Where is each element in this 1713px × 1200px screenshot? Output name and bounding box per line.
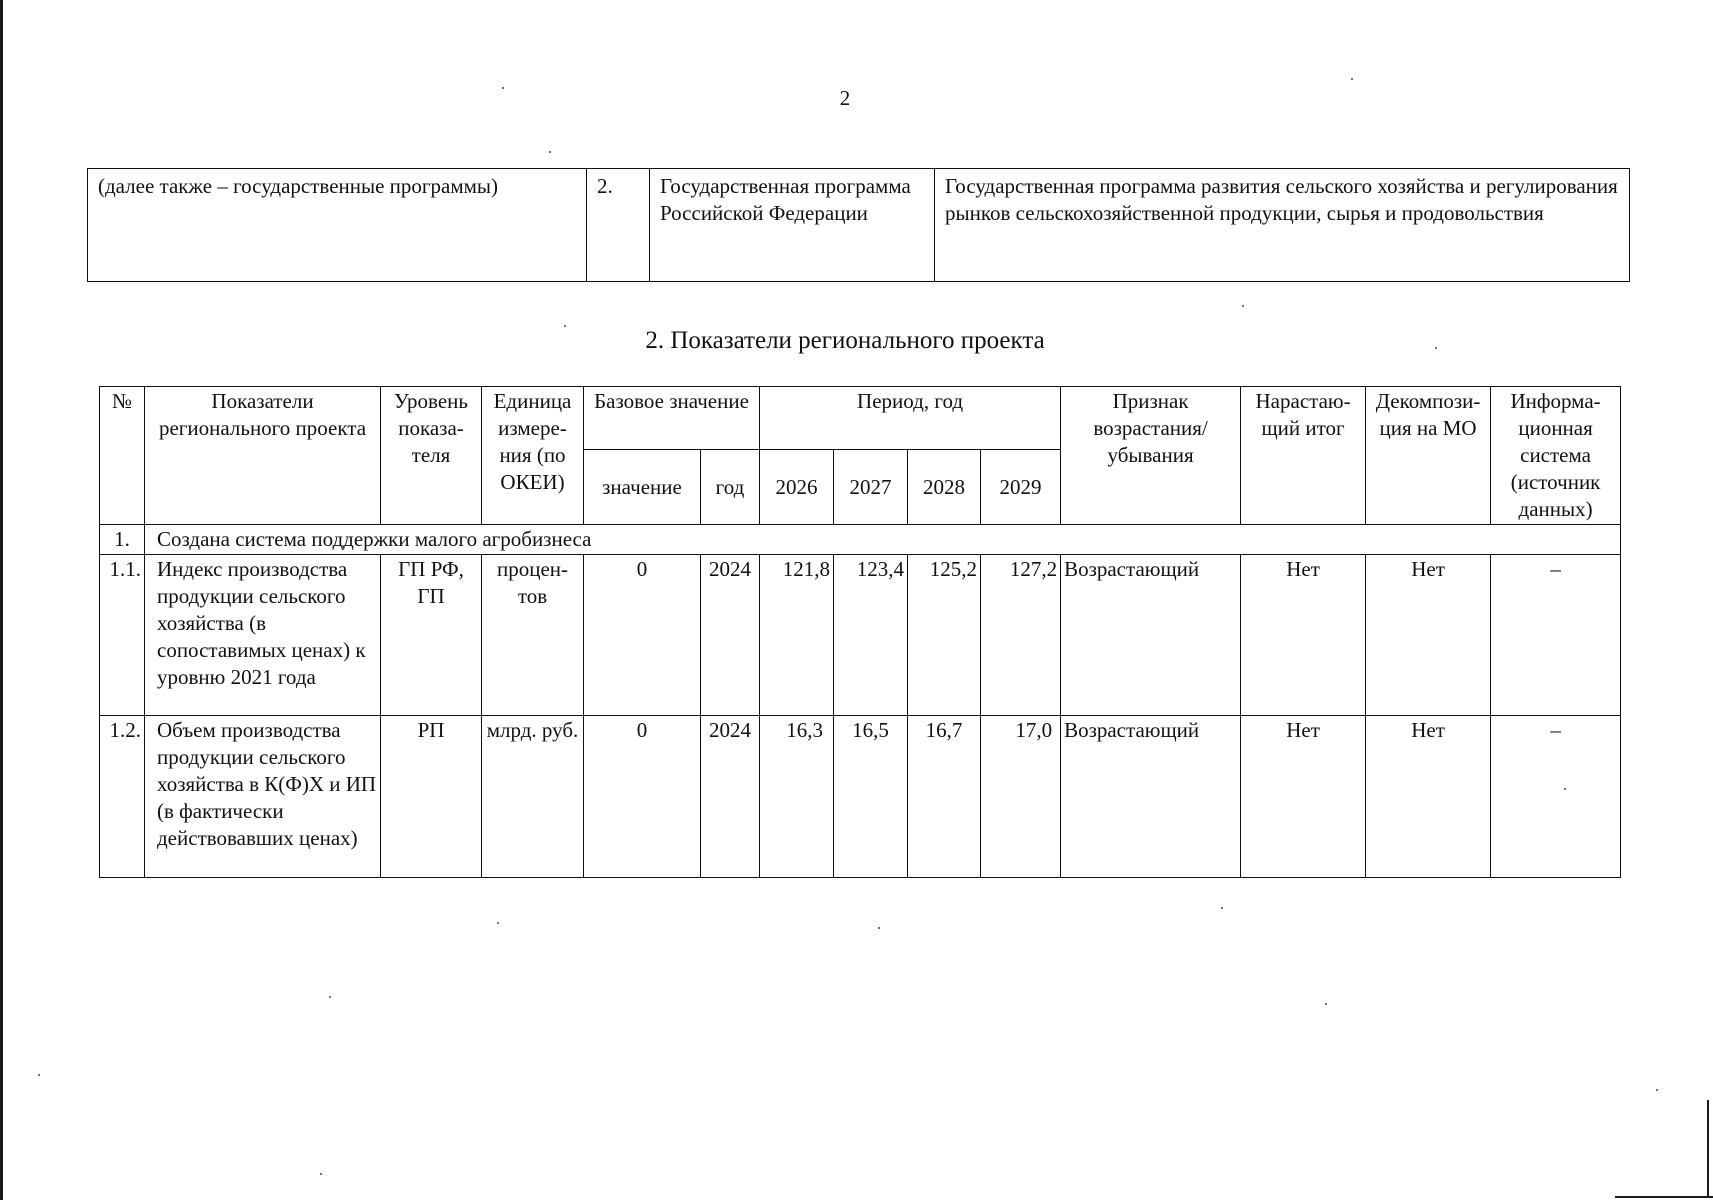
row-num: 1.1. — [100, 555, 145, 716]
row-value-2027: 16,5 — [834, 716, 908, 878]
header-decomposition: Декомпози-ция на МО — [1366, 387, 1491, 525]
table-row — [88, 169, 1630, 282]
header-num: № — [100, 387, 145, 525]
scan-border-bottom — [1615, 1196, 1713, 1198]
header-sign: Признак возрастания/ убывания — [1061, 387, 1241, 525]
row-base-value: 0 — [584, 716, 701, 878]
header-base: Базовое значение — [584, 387, 760, 450]
row-value-2026: 121,8 — [760, 555, 834, 716]
scan-speck — [497, 922, 499, 924]
row-info-system: – — [1491, 716, 1621, 878]
row-sign: Возрастающий — [1061, 716, 1241, 878]
row-value-2026: 16,3 — [760, 716, 834, 878]
row-cumulative: Нет — [1241, 555, 1366, 716]
scan-speck — [1242, 305, 1244, 307]
row-decomposition: Нет — [1366, 555, 1491, 716]
header-period: Период, год — [760, 387, 1061, 450]
header-year-2028: 2028 — [908, 450, 981, 525]
row-indicator: Индекс производства продукции сельского хозяйства (в сопоставимых ценах) к уровню 2021 года — [145, 555, 381, 716]
scan-speck — [38, 1074, 40, 1076]
row-value-2027: 123,4 — [834, 555, 908, 716]
program-number-cell: 2. — [587, 169, 650, 282]
row-sign: Возрастающий — [1061, 555, 1241, 716]
header-cumulative: Нарастаю-щий итог — [1241, 387, 1366, 525]
scan-border-left — [0, 0, 3, 1200]
header-base-year: год — [701, 450, 760, 525]
row-level: ГП РФ, ГП — [381, 555, 482, 716]
section-row — [100, 525, 1621, 555]
header-level: Уровень показа-теля — [381, 387, 482, 525]
row-base-year: 2024 — [701, 716, 760, 878]
header-info-system: Информа-ционная система (источник данных) — [1491, 387, 1621, 525]
scan-speck — [320, 1173, 322, 1175]
row-value-2029: 127,2 — [981, 555, 1061, 716]
row-unit: млрд. руб. — [482, 716, 584, 878]
program-name-cell: Государственная программа развития сельского хозяйства и регулирования рынков сельскохозяйственной продукции, сырья и продовольствия — [935, 169, 1630, 282]
scan-speck — [878, 927, 880, 929]
section-title: 2. Показатели регионального проекта — [645, 327, 1045, 354]
table-row — [100, 716, 1621, 878]
table-row — [100, 555, 1621, 716]
page-number: 2 — [839, 86, 851, 110]
scan-border-right — [1707, 1100, 1709, 1198]
scan-speck — [1221, 907, 1223, 909]
scan-speck — [329, 996, 331, 998]
indicators-table — [99, 386, 1621, 878]
row-level: РП — [381, 716, 482, 878]
header-year-2026: 2026 — [760, 450, 834, 525]
program-table — [87, 168, 1630, 282]
row-num: 1.2. — [100, 716, 145, 878]
header-year-2029: 2029 — [981, 450, 1061, 525]
row-info-system: – — [1491, 555, 1621, 716]
program-type-cell: Государственная программа Российской Федерации — [650, 169, 935, 282]
scan-speck — [1351, 78, 1353, 80]
row-value-2029: 17,0 — [981, 716, 1061, 878]
row-base-value: 0 — [584, 555, 701, 716]
row-cumulative: Нет — [1241, 716, 1366, 878]
row-value-2028: 125,2 — [908, 555, 981, 716]
scan-speck — [1656, 1089, 1658, 1091]
header-base-value: значение — [584, 450, 701, 525]
header-year-2027: 2027 — [834, 450, 908, 525]
row-decomposition: Нет — [1366, 716, 1491, 878]
header-indicator: Показатели регионального проекта — [145, 387, 381, 525]
scan-speck — [1325, 1003, 1327, 1005]
section-name: Создана система поддержки малого агробизнеса — [145, 525, 1621, 555]
row-indicator: Объем производства продукции сельского хозяйства в К(Ф)Х и ИП (в фактически действовавших ценах) — [145, 716, 381, 878]
row-base-year: 2024 — [701, 555, 760, 716]
row-value-2028: 16,7 — [908, 716, 981, 878]
scan-speck — [549, 151, 551, 153]
section-num: 1. — [100, 525, 145, 555]
row-unit: процен-тов — [482, 555, 584, 716]
header-row — [100, 387, 1621, 450]
program-label-cell: (далее также – государственные программы) — [88, 169, 587, 282]
header-unit: Единица измере-ния (по ОКЕИ) — [482, 387, 584, 525]
